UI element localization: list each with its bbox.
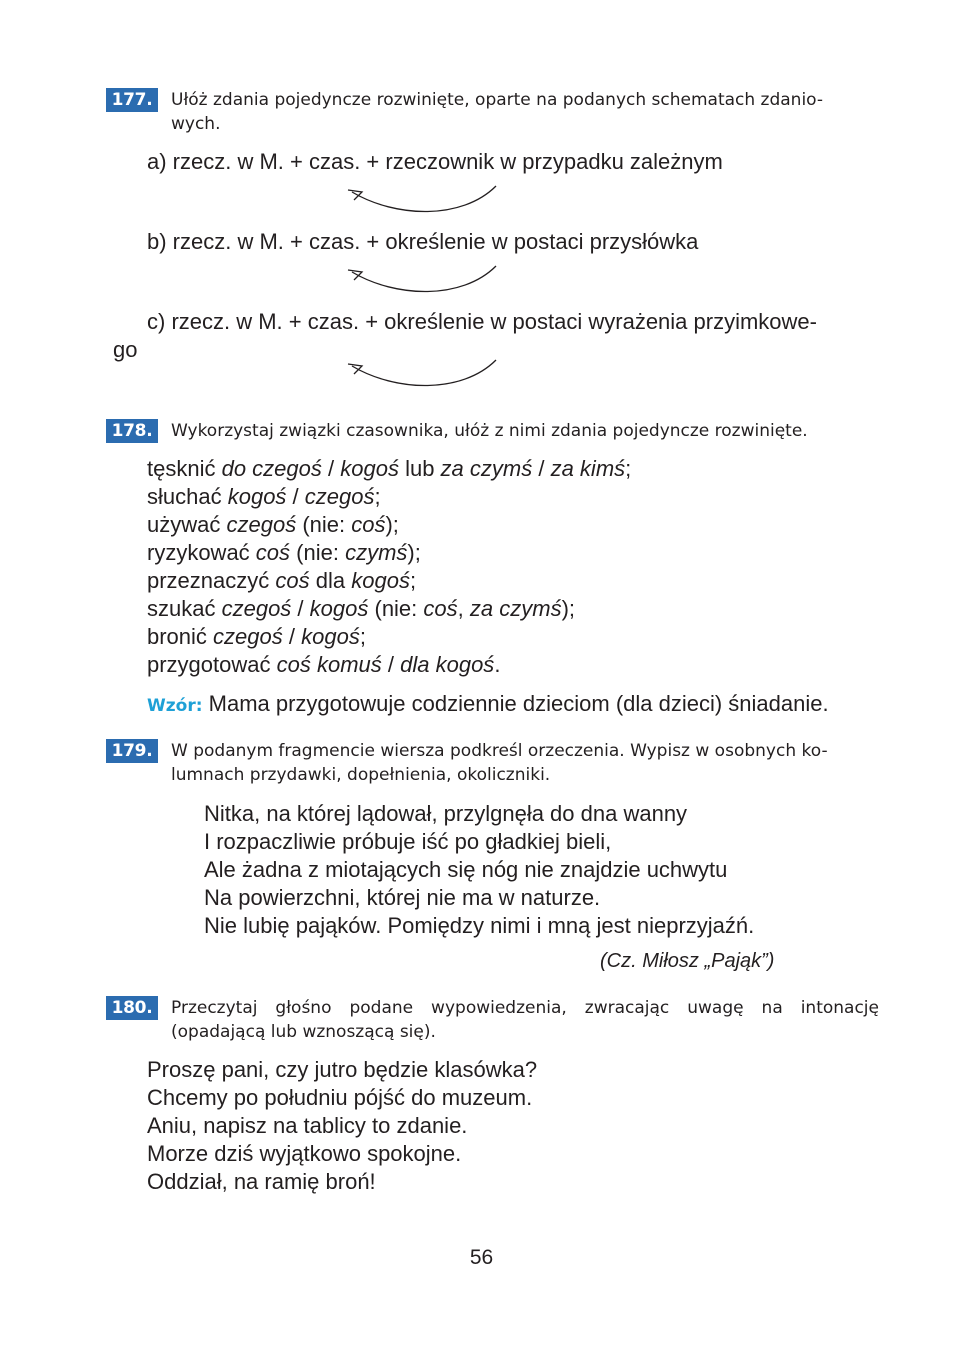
sentence-4: Morze dziś wyjątkowo spokojne. bbox=[147, 1141, 462, 1166]
verb-phrase-7: bronić czegoś / kogoś; bbox=[147, 624, 366, 649]
verb-phrase-3: używać czegoś (nie: coś); bbox=[147, 512, 399, 537]
sentence-1: Proszę pani, czy jutro będzie klasówka? bbox=[147, 1057, 538, 1082]
poem-line-5: Nie lubię pająków. Pomiędzy nimi i mną jest nieprzyjaźń. bbox=[204, 913, 755, 938]
verb-phrase-4: ryzykować coś (nie: czymś); bbox=[147, 540, 421, 565]
page-number: 56 bbox=[469, 1246, 494, 1269]
arrow-b-icon bbox=[340, 262, 510, 302]
exercise-177-instruction-line-1: Ułóż zdania pojedyncze rozwinięte, oparte na podanych schematach zdanio- bbox=[171, 90, 824, 110]
verb-phrase-1: tęsknić do czegoś / kogoś lub za czymś / za kimś; bbox=[147, 456, 632, 481]
verb-phrase-6: szukać czegoś / kogoś (nie: coś, za czymś); bbox=[147, 596, 576, 621]
sentence-5: Oddział, na ramię broń! bbox=[147, 1169, 376, 1194]
exercise-179-instruction-line-2: lumnach przydawki, dopełnienia, okoliczniki. bbox=[171, 765, 551, 785]
exercise-number-177: 177. bbox=[106, 88, 158, 112]
poem-line-4: Na powierzchni, której nie ma w naturze. bbox=[204, 885, 601, 910]
example-label: Wzór: bbox=[147, 696, 203, 716]
schema-a: a) rzecz. w M. + czas. + rzeczownik w przypadku zależnym bbox=[147, 149, 723, 174]
poem-source: (Cz. Miłosz „Pająk”) bbox=[600, 950, 775, 972]
exercise-180-instruction-line-2: (opadającą lub wznoszącą się). bbox=[171, 1022, 436, 1042]
exercise-number-178: 178. bbox=[106, 419, 158, 443]
exercise-number-179: 179. bbox=[106, 739, 158, 763]
exercise-179-instruction-line-1: W podanym fragmencie wiersza podkreśl orzeczenia. Wypisz w osobnych ko- bbox=[171, 741, 828, 761]
poem-line-3: Ale żadna z miotających się nóg nie znajdzie uchwytu bbox=[204, 857, 728, 882]
verb-phrase-5: przeznaczyć coś dla kogoś; bbox=[147, 568, 417, 593]
arrow-a-icon bbox=[340, 182, 510, 222]
exercise-178-instruction: Wykorzystaj związki czasownika, ułóż z nimi zdania pojedyncze rozwinięte. bbox=[171, 421, 808, 441]
verb-phrase-8: przygotować coś komuś / dla kogoś. bbox=[147, 652, 501, 677]
sentence-2: Chcemy po południu pójść do muzeum. bbox=[147, 1085, 533, 1110]
arrow-c-icon bbox=[340, 356, 510, 396]
schema-b: b) rzecz. w M. + czas. + określenie w postaci przysłówka bbox=[147, 229, 699, 254]
schema-c-line-2: go bbox=[113, 337, 138, 362]
example-sentence bbox=[147, 690, 829, 720]
exercise-number-180: 180. bbox=[106, 996, 158, 1020]
poem-line-1: Nitka, na której lądował, przylgnęła do dna wanny bbox=[204, 801, 688, 826]
exercise-177-instruction-line-2: wych. bbox=[171, 114, 221, 134]
sentence-3: Aniu, napisz na tablicy to zdanie. bbox=[147, 1113, 468, 1138]
example-text: Mama przygotowuje codziennie dzieciom (dla dzieci) śniadanie. bbox=[202, 691, 829, 716]
exercise-180-instruction-line-1: Przeczytaj głośno podane wypowiedzenia, zwracając uwagę na intonację bbox=[171, 998, 879, 1018]
verb-phrase-2: słuchać kogoś / czegoś; bbox=[147, 484, 381, 509]
poem-line-2: I rozpaczliwie próbuje iść po gładkiej bieli, bbox=[204, 829, 612, 854]
schema-c-line-1: c) rzecz. w M. + czas. + określenie w postaci wyrażenia przyimkowe- bbox=[147, 309, 817, 334]
